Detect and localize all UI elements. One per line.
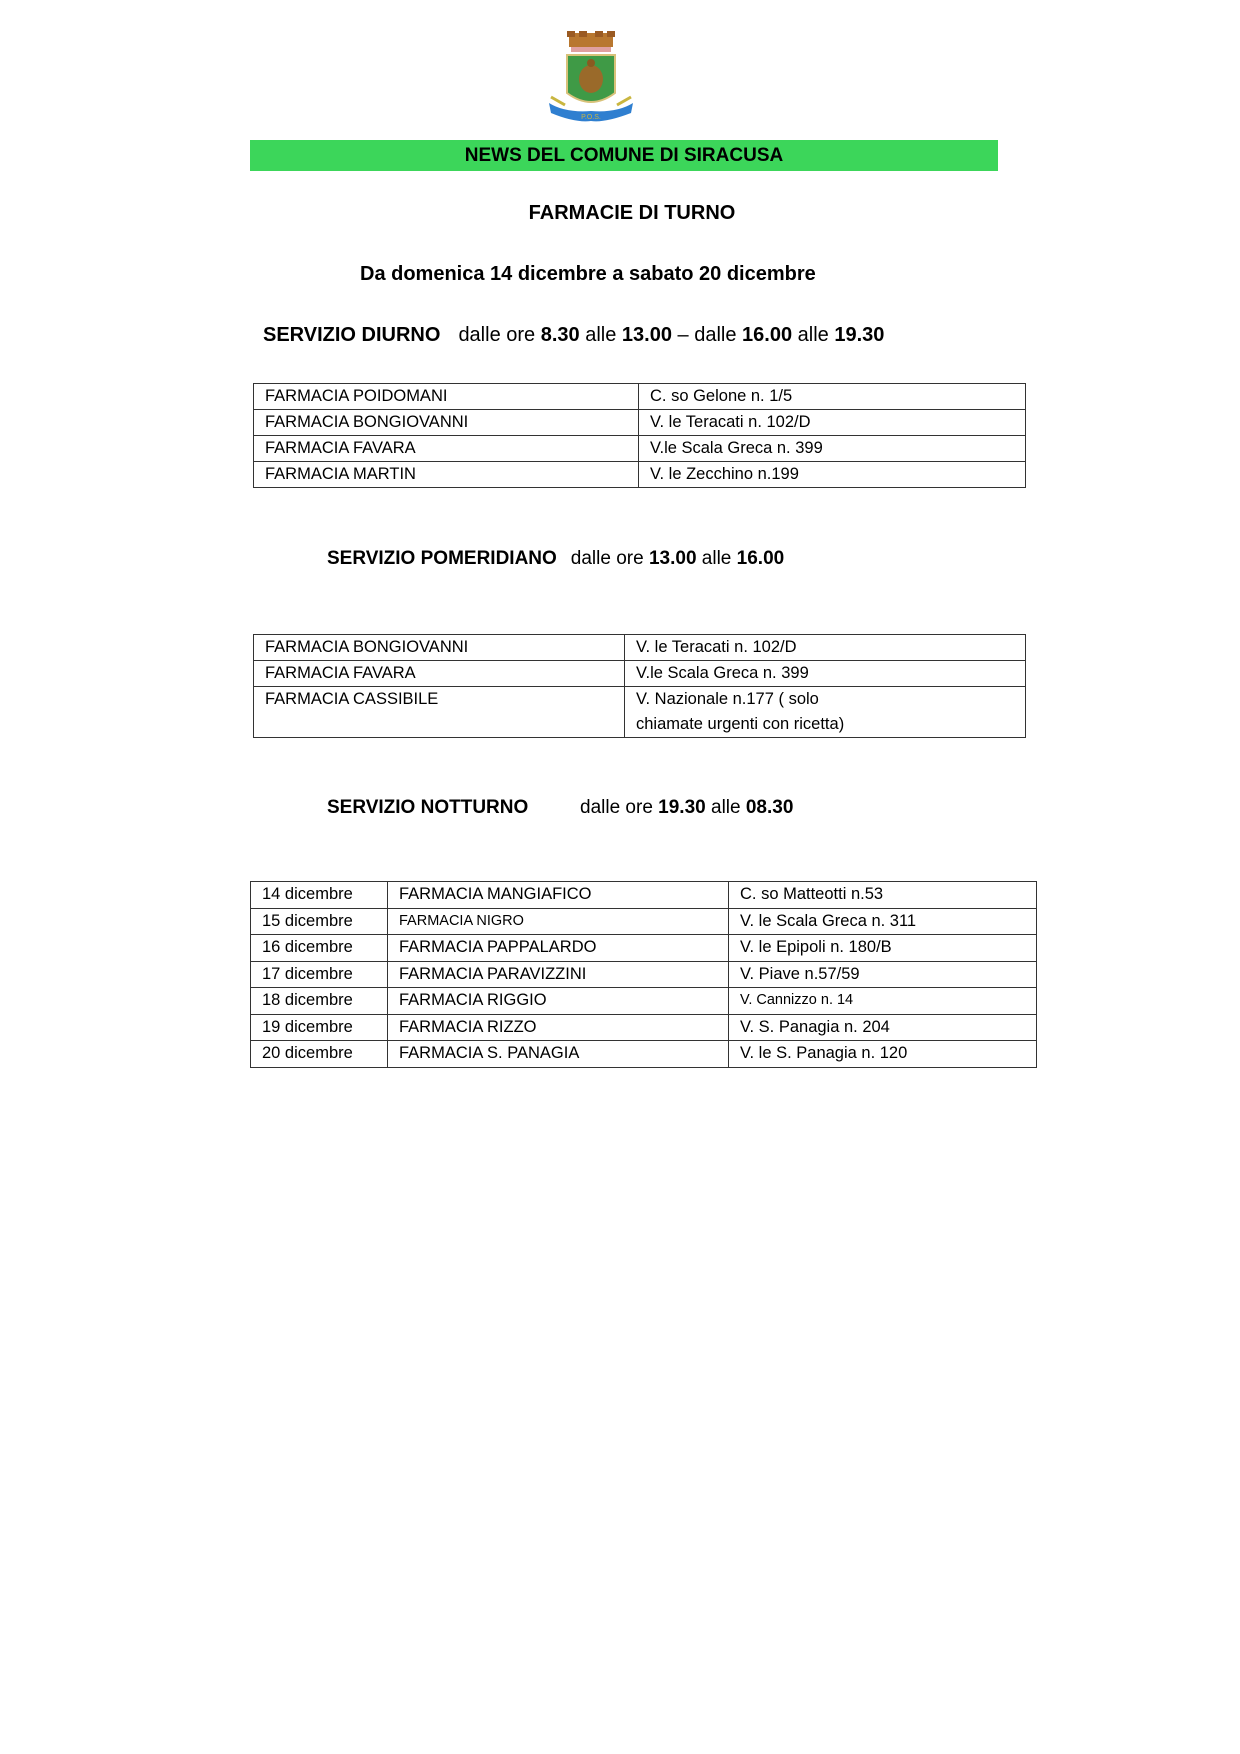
news-banner: NEWS DEL COMUNE DI SIRACUSA bbox=[250, 140, 998, 171]
pharmacy-name: FARMACIA PAPPALARDO bbox=[388, 935, 729, 962]
pharmacy-address: V. le Scala Greca n. 311 bbox=[729, 908, 1037, 935]
city-coat-of-arms-logo bbox=[545, 31, 637, 125]
table-row bbox=[251, 882, 1037, 909]
night-date: 18 dicembre bbox=[251, 988, 388, 1015]
table-row bbox=[251, 961, 1037, 988]
hours-text: alle bbox=[792, 324, 835, 346]
pharmacy-name: FARMACIA BONGIOVANNI bbox=[254, 410, 639, 436]
night-date: 16 dicembre bbox=[251, 935, 388, 962]
pharmacy-name: FARMACIA NIGRO bbox=[388, 908, 729, 935]
hour: 8.30 bbox=[540, 324, 580, 346]
hour: 16.00 bbox=[736, 548, 785, 569]
night-date: 20 dicembre bbox=[251, 1041, 388, 1068]
pharmacy-address: V. le Epipoli n. 180/B bbox=[729, 935, 1037, 962]
table-row bbox=[251, 908, 1037, 935]
hours-text: dalle ore bbox=[458, 324, 541, 346]
pomeridiano-heading bbox=[327, 548, 784, 570]
pharmacy-name: FARMACIA RIZZO bbox=[388, 1014, 729, 1041]
hours-text: alle bbox=[705, 797, 746, 818]
table-row bbox=[251, 1014, 1037, 1041]
hour: 19.30 bbox=[834, 324, 885, 346]
hours-text: – dalle bbox=[671, 324, 743, 346]
pharmacy-address: V. le Zecchino n.199 bbox=[639, 462, 1026, 488]
pharmacy-address: C. so Matteotti n.53 bbox=[729, 882, 1037, 909]
night-date: 17 dicembre bbox=[251, 961, 388, 988]
pomeridiano-table bbox=[253, 634, 1026, 738]
table-row bbox=[251, 988, 1037, 1015]
hours-text: dalle ore bbox=[570, 548, 649, 569]
notturno-label: SERVIZIO NOTTURNO bbox=[327, 797, 529, 818]
pharmacy-name: FARMACIA PARAVIZZINI bbox=[388, 961, 729, 988]
diurno-table bbox=[253, 383, 1026, 488]
table-row bbox=[254, 635, 1026, 661]
table-row bbox=[254, 410, 1026, 436]
hour: 16.00 bbox=[742, 324, 793, 346]
pharmacy-name: FARMACIA FAVARA bbox=[254, 661, 625, 687]
night-date: 15 dicembre bbox=[251, 908, 388, 935]
page-title: FARMACIE DI TURNO bbox=[528, 202, 736, 224]
pharmacy-address bbox=[625, 687, 1026, 738]
table-row bbox=[254, 687, 1026, 738]
pomeridiano-label: SERVIZIO POMERIDIANO bbox=[327, 548, 557, 569]
table-row bbox=[254, 384, 1026, 410]
table-row bbox=[254, 661, 1026, 687]
pharmacy-name: FARMACIA S. PANAGIA bbox=[388, 1041, 729, 1068]
notturno-heading bbox=[327, 797, 793, 819]
diurno-heading bbox=[263, 324, 884, 347]
hours-text: alle bbox=[579, 324, 622, 346]
pharmacy-name: FARMACIA MARTIN bbox=[254, 462, 639, 488]
pharmacy-name: FARMACIA CASSIBILE bbox=[254, 687, 625, 738]
notturno-table bbox=[250, 881, 1037, 1068]
hour: 13.00 bbox=[621, 324, 672, 346]
pharmacy-address: V. le S. Panagia n. 120 bbox=[729, 1041, 1037, 1068]
night-date: 19 dicembre bbox=[251, 1014, 388, 1041]
hours-text: dalle ore bbox=[580, 797, 659, 818]
pharmacy-address: V. le Teracati n. 102/D bbox=[625, 635, 1026, 661]
address-line: V. Nazionale n.177 ( solo bbox=[636, 690, 819, 708]
pharmacy-name: FARMACIA BONGIOVANNI bbox=[254, 635, 625, 661]
table-row bbox=[251, 1041, 1037, 1068]
hour: 19.30 bbox=[658, 797, 706, 818]
pharmacy-name: FARMACIA MANGIAFICO bbox=[388, 882, 729, 909]
pharmacy-name: FARMACIA POIDOMANI bbox=[254, 384, 639, 410]
diurno-label: SERVIZIO DIURNO bbox=[263, 324, 441, 346]
address-line: chiamate urgenti con ricetta) bbox=[636, 715, 845, 733]
period-subtitle: Da domenica 14 dicembre a sabato 20 dicembre bbox=[360, 263, 816, 285]
table-row bbox=[254, 462, 1026, 488]
pharmacy-name: FARMACIA RIGGIO bbox=[388, 988, 729, 1015]
hour: 08.30 bbox=[745, 797, 794, 818]
pharmacy-address: V. S. Panagia n. 204 bbox=[729, 1014, 1037, 1041]
pharmacy-address: V. Cannizzo n. 14 bbox=[729, 988, 1037, 1015]
pharmacy-address: V.le Scala Greca n. 399 bbox=[639, 436, 1026, 462]
hours-text: alle bbox=[696, 548, 737, 569]
pharmacy-address: V.le Scala Greca n. 399 bbox=[625, 661, 1026, 687]
table-row bbox=[251, 935, 1037, 962]
pharmacy-address: V. le Teracati n. 102/D bbox=[639, 410, 1026, 436]
pharmacy-name: FARMACIA FAVARA bbox=[254, 436, 639, 462]
hour: 13.00 bbox=[648, 548, 697, 569]
svg-text:P.O.S.: P.O.S. bbox=[581, 114, 601, 121]
table-row bbox=[254, 436, 1026, 462]
night-date: 14 dicembre bbox=[251, 882, 388, 909]
pharmacy-address: V. Piave n.57/59 bbox=[729, 961, 1037, 988]
pharmacy-address: C. so Gelone n. 1/5 bbox=[639, 384, 1026, 410]
